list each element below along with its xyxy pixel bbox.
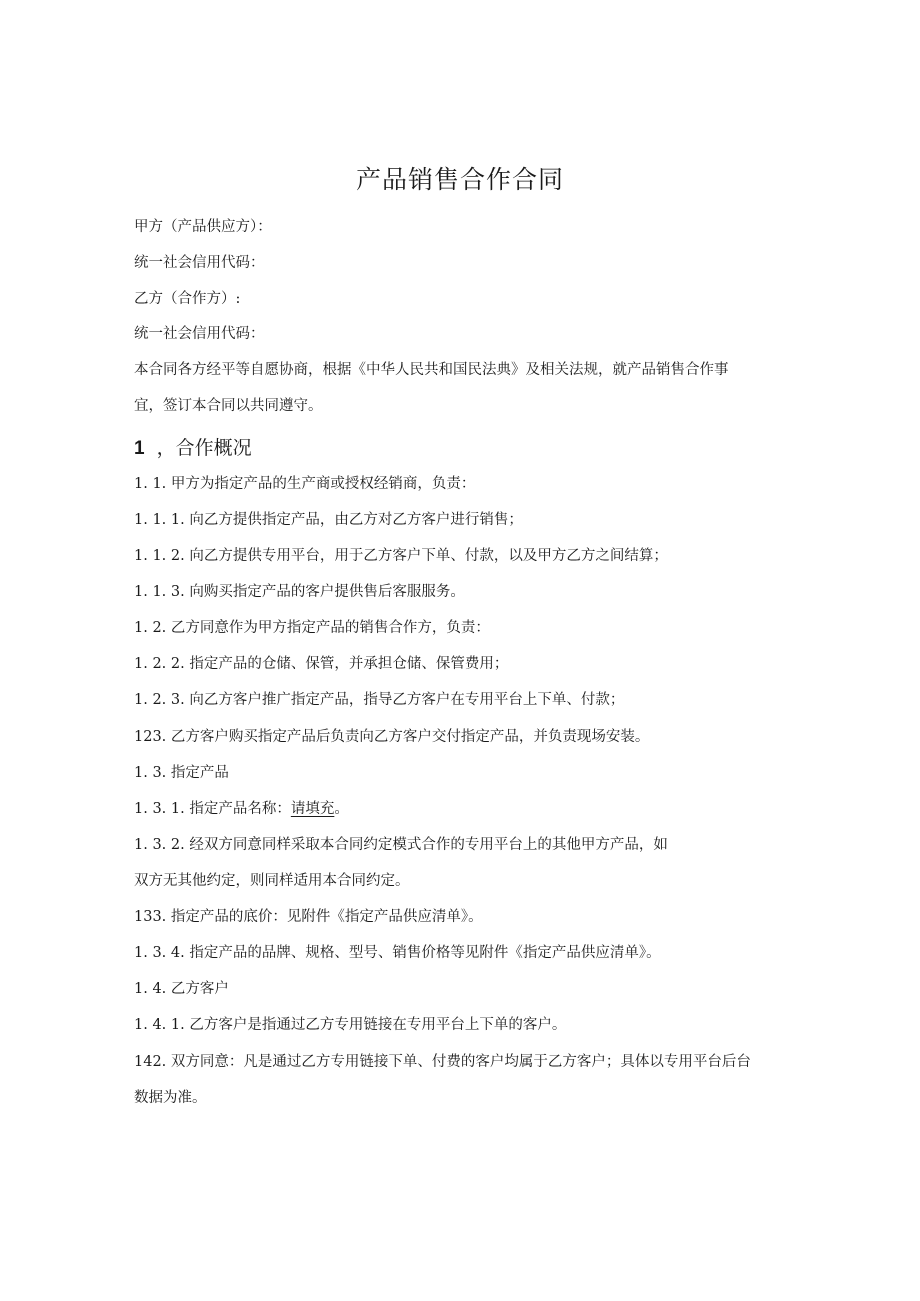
party-a-credit-code-label: 统一社会信用代码：	[134, 255, 265, 271]
party-b-credit-code-label: 统一社会信用代码：	[134, 326, 265, 342]
clause-1-3-4: 1. 3. 4. 指定产品的品牌、规格、型号、销售价格等见附件《指定产品供应清单》。	[134, 945, 661, 961]
clause-1-3-2-line-1: 1. 3. 2. 经双方同意同样采取本合同约定模式合作的专用平台上的其他甲方产品，如	[134, 837, 668, 853]
section-1-heading	[134, 435, 252, 462]
clause-133: 133. 指定产品的底价：见附件《指定产品供应清单》。	[134, 909, 483, 925]
clause-1-2: 1. 2. 乙方同意作为甲方指定产品的销售合作方，负责：	[134, 620, 490, 636]
clause-1-3-1	[134, 798, 349, 820]
party-b-label: 乙方（合作方）:	[134, 291, 241, 307]
party-a-label: 甲方（产品供应方）：	[134, 219, 272, 235]
clause-1-2-2: 1. 2. 2. 指定产品的仓储、保管，并承担仓储、保管费用；	[134, 656, 509, 672]
clause-1-4-1: 1. 4. 1. 乙方客户是指通过乙方专用链接在专用平台上下单的客户。	[134, 1017, 567, 1033]
clause-1-1: 1. 1. 甲方为指定产品的生产商或授权经销商，负责：	[134, 476, 476, 492]
document-title: 产品销售合作合同	[355, 165, 564, 194]
clause-1-3-2-line-2: 双方无其他约定，则同样适用本合同约定。	[134, 873, 410, 889]
clause-142-line-1: 142. 双方同意：凡是通过乙方专用链接下单、付费的客户均属于乙方客户；具体以专用平台后台	[134, 1054, 751, 1070]
clause-1-4: 1. 4. 乙方客户	[134, 981, 229, 997]
section-1-title: ，合作概况	[156, 437, 252, 459]
clause-1-3: 1. 3. 指定产品	[134, 765, 229, 781]
preamble-line-1: 本合同各方经平等自愿协商，根据《中华人民共和国民法典》及相关法规，就产品销售合作事	[134, 362, 729, 378]
clause-1-3-1-suffix: 。	[334, 801, 349, 817]
clause-1-1-1: 1. 1. 1. 向乙方提供指定产品，由乙方对乙方客户进行销售；	[134, 512, 523, 528]
clause-1-3-1-prefix: 1. 3. 1. 指定产品名称：	[134, 801, 291, 817]
preamble-line-2: 宜，签订本合同以共同遵守。	[134, 398, 323, 414]
clause-1-2-3: 1. 2. 3. 向乙方客户推广指定产品，指导乙方客户在专用平台上下单、付款；	[134, 692, 625, 708]
product-name-fill-in: 请填充	[290, 801, 335, 817]
clause-1-1-3: 1. 1. 3. 向购买指定产品的客户提供售后客服服务。	[134, 584, 465, 600]
clause-1-1-2: 1. 1. 2. 向乙方提供专用平台，用于乙方客户下单、付款，以及甲方乙方之间结算；	[134, 548, 668, 564]
clause-142-line-2: 数据为准。	[134, 1090, 207, 1106]
clause-123: 123. 乙方客户购买指定产品后负责向乙方客户交付指定产品，并负责现场安装。	[134, 729, 650, 745]
section-1-number: 1	[134, 438, 145, 459]
